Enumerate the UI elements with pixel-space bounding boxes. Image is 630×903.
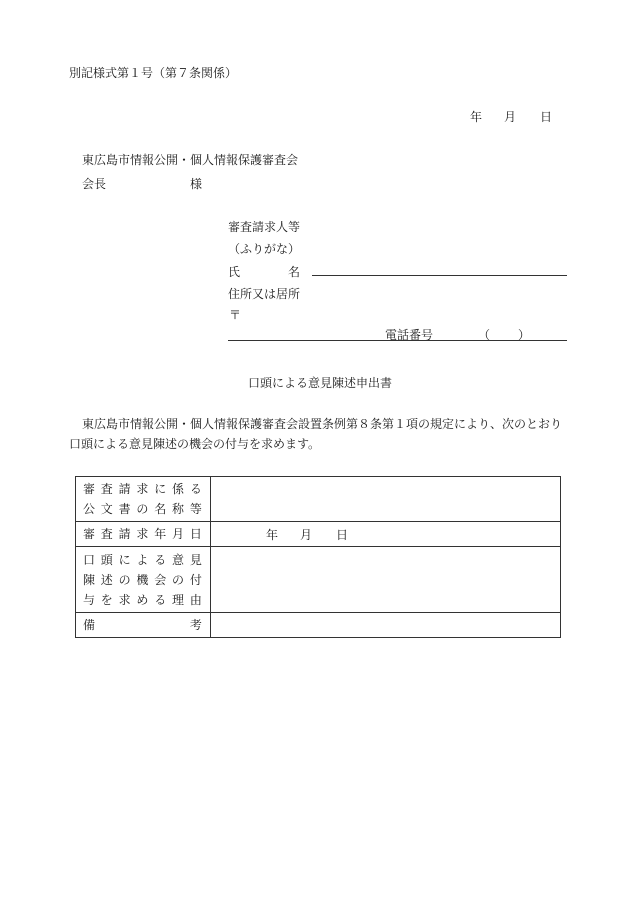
addressee-organization: 東広島市情報公開・個人情報保護審査会	[82, 153, 299, 167]
address-entry-line[interactable]	[228, 340, 567, 341]
table-row	[76, 477, 561, 522]
body-paragraph	[69, 414, 569, 454]
request-date-label	[76, 522, 211, 547]
phone-label: 電話番号	[385, 328, 434, 342]
request-date-field[interactable]	[211, 522, 561, 547]
reason-label-line-2: 陳述の機会の付	[83, 572, 204, 587]
address-label: 住所又は居所	[228, 287, 301, 301]
reason-label-line-3: 与を求める理由	[83, 592, 204, 607]
document-title: 口頭による意見陳述申出書	[248, 376, 393, 390]
remarks-label-text: 備考	[83, 618, 204, 632]
date-month: 月	[504, 110, 517, 124]
request-date-year: 年	[266, 527, 279, 542]
body-line-2: 口頭による意見陳述の機会の付与を求めます。	[69, 437, 321, 451]
furigana-label: （ふりがな）	[228, 242, 301, 256]
request-date-label-text: 審査請求年月日	[83, 527, 204, 541]
remarks-field[interactable]	[211, 613, 561, 638]
phone-area-open: （	[478, 328, 491, 342]
name-label-given: 名	[288, 265, 301, 279]
document-name-label-line-1: 審査請求に係る	[83, 482, 204, 496]
name-label-surname: 氏	[228, 265, 241, 279]
postal-mark-icon: 〒	[229, 308, 242, 322]
reason-label	[76, 547, 211, 613]
addressee-honorific: 様	[190, 177, 203, 191]
reason-field[interactable]	[211, 547, 561, 613]
form-number: 別記様式第１号（第７条関係）	[69, 66, 238, 80]
request-date-day: 日	[336, 527, 349, 542]
submission-date	[470, 108, 552, 125]
addressee-title: 会長	[82, 177, 107, 191]
date-year: 年	[470, 110, 483, 124]
date-day: 日	[540, 110, 553, 124]
reason-label-line-1: 口頭による意見	[83, 552, 204, 567]
table-row	[76, 547, 561, 613]
document-name-label-line-2: 公文書の名称等	[83, 502, 204, 516]
request-date-month: 月	[300, 527, 313, 542]
body-line-1: 東広島市情報公開・個人情報保護審査会設置条例第８条第１項の規定により、次のとおり	[82, 417, 563, 431]
request-details-table	[75, 476, 561, 638]
table-row	[76, 613, 561, 638]
remarks-label	[76, 613, 211, 638]
requester-label: 審査請求人等	[228, 220, 301, 234]
table-row	[76, 522, 561, 547]
phone-area-close: ）	[518, 328, 531, 342]
document-name-label	[76, 477, 211, 522]
document-name-field[interactable]	[211, 477, 561, 522]
name-entry-line[interactable]	[312, 275, 567, 276]
